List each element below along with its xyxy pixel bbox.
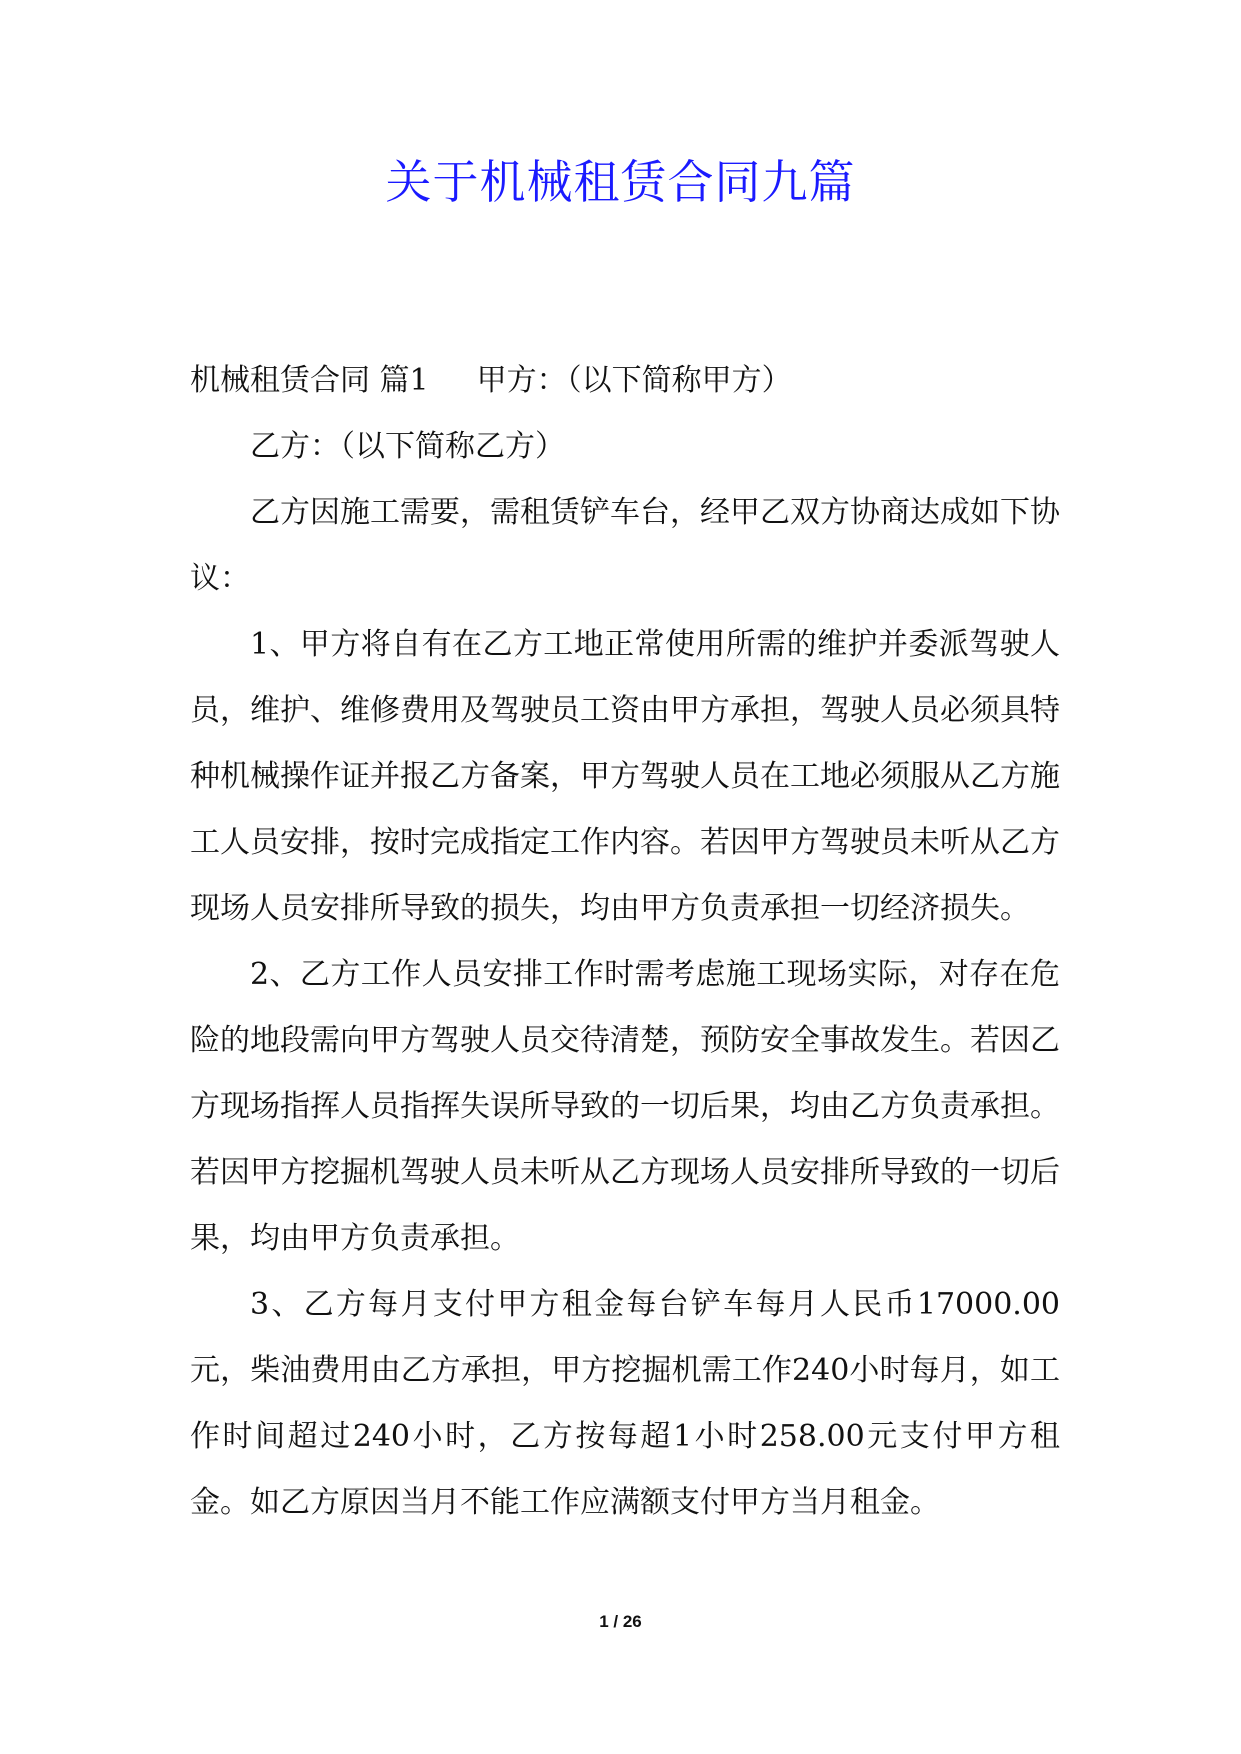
paragraph-clause-3: 3、乙方每月支付甲方租金每台铲车每月人民币17000.00元，柴油费用由乙方承担，甲方挖掘机需工作240小时每月，如工作时间超过240小时，乙方按每超1小时258.00元支付甲方租金。如乙方原因当月不能工作应满额支付甲方当月租金。 — [190, 1287, 1060, 1520]
party-a-line: 甲方：（以下简称甲方） — [476, 363, 792, 398]
section-label: 机械租赁合同 篇1 — [190, 363, 429, 398]
section-heading-line — [190, 348, 1060, 414]
party-b-line: 乙方：（以下简称乙方） — [250, 429, 565, 464]
page-number: 1 / 26 — [599, 1612, 642, 1631]
paragraph-clause-2: 2、乙方工作人员安排工作时需考虑施工现场实际，对存在危险的地段需向甲方驾驶人员交待清楚，预防安全事故发生。若因乙方现场指挥人员指挥失误所导致的一切后果，均由乙方负责承担。若因甲方挖掘机驾驶人员未听从乙方现场人员安排所导致的一切后果，均由甲方负责承担。 — [190, 957, 1060, 1256]
document-title: 关于机械租赁合同九篇 — [385, 155, 856, 209]
document-body — [190, 348, 1060, 1536]
paragraph-clause-1: 1、甲方将自有在乙方工地正常使用所需的维护并委派驾驶人员，维护、维修费用及驾驶员工资由甲方承担，驾驶人员必须具特种机械操作证并报乙方备案，甲方驾驶人员在工地必须服从乙方施工人员安排，按时完成指定工作内容。若因甲方驾驶员未听从乙方现场人员安排所导致的损失，均由甲方负责承担一切经济损失。 — [190, 627, 1060, 926]
paragraph-intro: 乙方因施工需要，需租赁铲车台，经甲乙双方协商达成如下协议： — [190, 495, 1060, 596]
